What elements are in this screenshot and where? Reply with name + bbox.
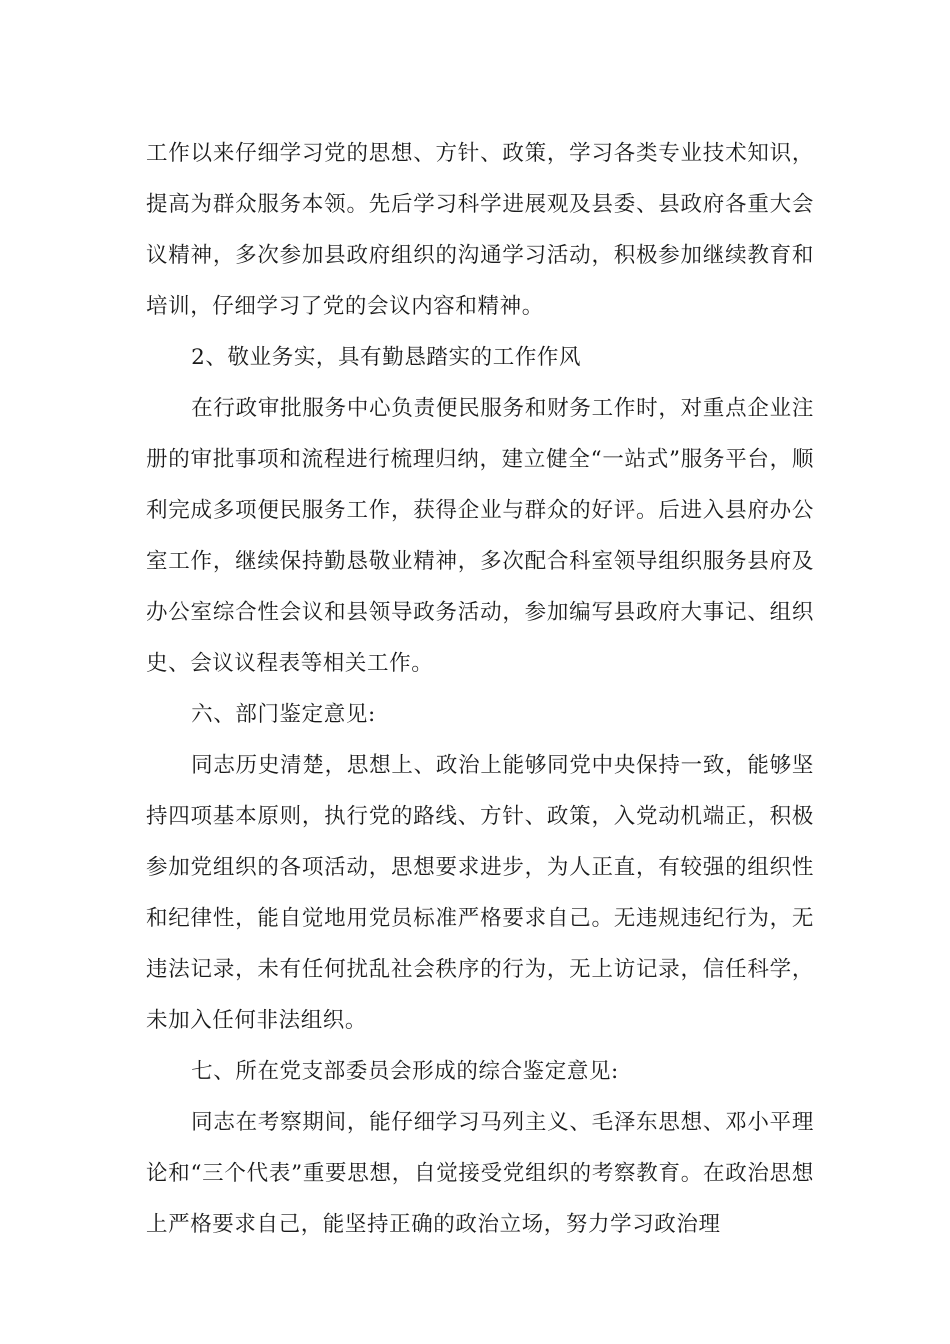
- document-body: [146, 128, 814, 1250]
- paragraph-department-opinion: 同志历史清楚，思想上、政治上能够同党中央保持一致，能够坚持四项基本原则，执行党的路线、方针、政策，入党动机端正，积极参加党组织的各项活动，思想要求进步，为人正直，有较强的组织性和纪律性，能自觉地用党员标准严格要求自己。无违规违纪行为，无违法记录，未有任何扰乱社会秩序的行为，无上访记录，信任科学，未加入任何非法组织。: [146, 753, 814, 1033]
- paragraph-study: 工作以来仔细学习党的思想、方针、政策，学习各类专业技术知识，提高为群众服务本领。先后学习科学进展观及县委、县政府各重大会议精神，多次参加县政府组织的沟通学习活动，积极参加继续教育和培训，仔细学习了党的会议内容和精神。: [146, 141, 814, 319]
- section-heading-work-style: 2、敬业务实，具有勤恳踏实的工作作风: [191, 345, 582, 370]
- section-heading-department-opinion: 六、部门鉴定意见:: [191, 702, 376, 727]
- paragraph-work-experience: 在行政审批服务中心负责便民服务和财务工作时，对重点企业注册的审批事项和流程进行梳理归纳，建立健全“一站式”服务平台，顺利完成多项便民服务工作，获得企业与群众的好评。后进入县府办公室工作，继续保持勤恳敬业精神，多次配合科室领导组织服务县府及办公室综合性会议和县领导政务活动，参加编写县政府大事记、组织史、会议议程表等相关工作。: [146, 396, 814, 676]
- paragraph-branch-opinion: 同志在考察期间，能仔细学习马列主义、毛泽东思想、邓小平理论和“三个代表”重要思想，自觉接受党组织的考察教育。在政治思想上严格要求自己，能坚持正确的政治立场，努力学习政治理: [146, 1110, 814, 1237]
- section-heading-branch-opinion: 七、所在党支部委员会形成的综合鉴定意见:: [191, 1059, 619, 1084]
